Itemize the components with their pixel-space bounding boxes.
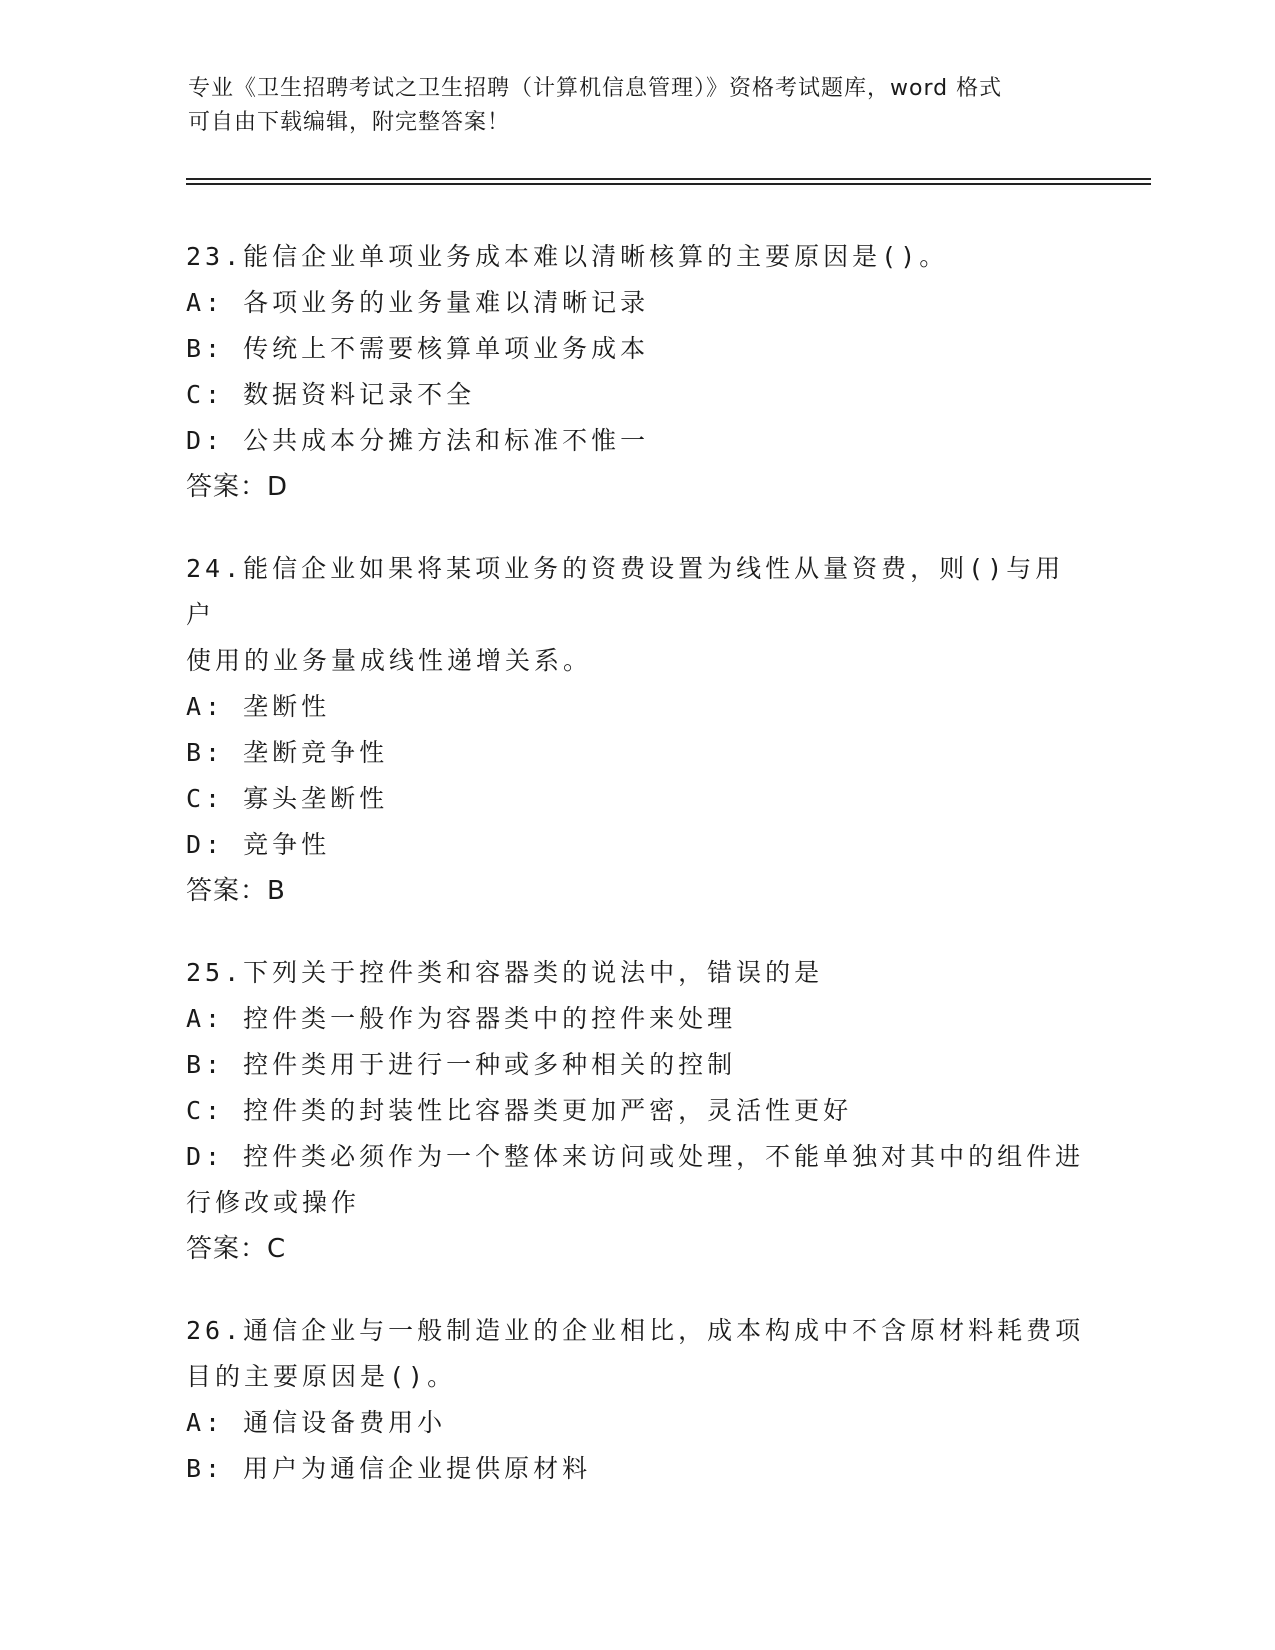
option-c: C: 寡头垄断性 — [186, 784, 389, 813]
option-b: B: 垄断竞争性 — [186, 738, 389, 767]
question-stem: 24.能信企业如果将某项业务的资费设置为线性从量资费，则()与用户 — [186, 554, 1065, 629]
option-a: A: 控件类一般作为容器类中的控件来处理 — [186, 1004, 737, 1033]
question-stem-continued: 目的主要原因是()。 — [186, 1362, 457, 1391]
answer: 答案：C — [186, 1234, 287, 1264]
question-stem: 25.下列关于控件类和容器类的说法中，错误的是 — [186, 958, 824, 987]
answer: 答案：B — [186, 876, 286, 906]
option-b: B: 传统上不需要核算单项业务成本 — [186, 334, 650, 363]
option-a: A: 垄断性 — [186, 692, 331, 721]
option-d: D: 竞争性 — [186, 830, 331, 859]
question-24 — [186, 546, 1086, 914]
option-b: B: 用户为通信企业提供原材料 — [186, 1454, 592, 1483]
header-divider-bottom — [186, 183, 1151, 185]
question-stem: 23.能信企业单项业务成本难以清晰核算的主要原因是()。 — [186, 242, 949, 271]
question-list — [186, 234, 1086, 1528]
question-23 — [186, 234, 1086, 510]
option-d-continued: 行修改或操作 — [186, 1188, 361, 1217]
option-d: D: 控件类必须作为一个整体来访问或处理，不能单独对其中的组件进 — [186, 1142, 1085, 1171]
header-line-2: 可自由下载编辑，附完整答案！ — [188, 110, 511, 135]
header-divider-top — [186, 178, 1151, 180]
question-25 — [186, 950, 1086, 1272]
document-header — [188, 72, 1068, 140]
option-c: C: 控件类的封装性比容器类更加严密，灵活性更好 — [186, 1096, 853, 1125]
option-d: D: 公共成本分摊方法和标准不惟一 — [186, 426, 650, 455]
question-stem: 26.通信企业与一般制造业的企业相比，成本构成中不含原材料耗费项 — [186, 1316, 1085, 1345]
question-stem-continued: 使用的业务量成线性递增关系。 — [186, 646, 593, 675]
option-a: A: 各项业务的业务量难以清晰记录 — [186, 288, 650, 317]
option-c: C: 数据资料记录不全 — [186, 380, 476, 409]
option-b: B: 控件类用于进行一种或多种相关的控制 — [186, 1050, 737, 1079]
option-a: A: 通信设备费用小 — [186, 1408, 447, 1437]
question-26 — [186, 1308, 1086, 1492]
header-line-1: 专业《卫生招聘考试之卫生招聘（计算机信息管理）》资格考试题库，word 格式 — [188, 76, 1003, 101]
answer: 答案：D — [186, 472, 289, 502]
